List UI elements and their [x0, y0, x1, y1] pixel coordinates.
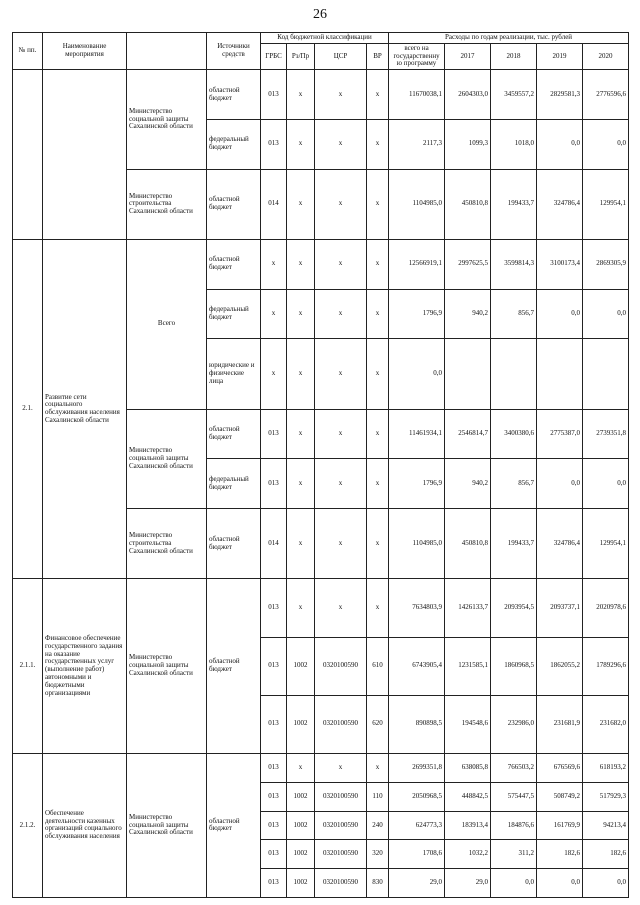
row-total: 890898,5: [389, 695, 445, 753]
row-grbs: х: [261, 240, 287, 290]
row-source: федеральный бюджет: [207, 289, 261, 339]
row-name: Финансовое обеспечение государственного задания на оказание государственных услуг (выполнение работ) автономными и бюджетными организациями: [43, 579, 127, 754]
row-2017: 2546814,7: [445, 409, 491, 459]
row-rzpr: х: [287, 753, 315, 782]
header-year-2018: 2018: [491, 43, 537, 69]
header-num: № пп.: [13, 33, 43, 70]
row-2018: 199433,7: [491, 508, 537, 578]
header-budget-codes: Код бюджетной классификации: [261, 33, 389, 44]
row-rzpr: х: [287, 169, 315, 239]
table-row: [13, 753, 629, 782]
row-executor: Министерство строительства Сахалинской области: [127, 508, 207, 578]
row-2018: 311,2: [491, 840, 537, 869]
row-vr: 830: [367, 869, 389, 898]
row-2018: 856,7: [491, 459, 537, 509]
row-csr: х: [315, 508, 367, 578]
header-expenses: Расходы по годам реализации, тыс. рублей: [389, 33, 629, 44]
row-total: 2117,3: [389, 119, 445, 169]
header-row-1: [13, 33, 629, 44]
row-vr: 110: [367, 782, 389, 811]
header-year-2020: 2020: [583, 43, 629, 69]
row-2017: 940,2: [445, 289, 491, 339]
row-2019: 161769,9: [537, 811, 583, 840]
row-vr: х: [367, 289, 389, 339]
row-vr: х: [367, 508, 389, 578]
row-grbs: 014: [261, 169, 287, 239]
row-2017: 1099,3: [445, 119, 491, 169]
row-2020: 94213,4: [583, 811, 629, 840]
row-2019: 2829581,3: [537, 70, 583, 120]
row-vr: х: [367, 579, 389, 637]
row-num: 2.1.1.: [13, 579, 43, 754]
row-2017: 2997625,5: [445, 240, 491, 290]
row-rzpr: 1002: [287, 695, 315, 753]
row-grbs: 013: [261, 119, 287, 169]
row-2018: 0,0: [491, 869, 537, 898]
row-2019: 0,0: [537, 289, 583, 339]
row-grbs: 013: [261, 869, 287, 898]
row-2019: 182,6: [537, 840, 583, 869]
row-total: 1104985,0: [389, 508, 445, 578]
row-name: [43, 70, 127, 240]
row-2018: 232986,0: [491, 695, 537, 753]
row-csr: 0320100590: [315, 840, 367, 869]
row-vr: х: [367, 70, 389, 120]
row-csr: х: [315, 579, 367, 637]
row-csr: 0320100590: [315, 637, 367, 695]
row-vr: 320: [367, 840, 389, 869]
row-2020: 182,6: [583, 840, 629, 869]
row-grbs: 013: [261, 840, 287, 869]
row-executor: Министерство социальной защиты Сахалинской области: [127, 753, 207, 897]
row-grbs: 013: [261, 695, 287, 753]
row-2018: 3400380,6: [491, 409, 537, 459]
row-csr: х: [315, 459, 367, 509]
row-2020: 517929,3: [583, 782, 629, 811]
row-2019: 2775387,0: [537, 409, 583, 459]
row-rzpr: 1002: [287, 637, 315, 695]
row-2020: 1789296,6: [583, 637, 629, 695]
row-total: 1104985,0: [389, 169, 445, 239]
row-total: 624773,3: [389, 811, 445, 840]
row-name: Обеспечение деятельности казенных организаций социального обслуживания населения: [43, 753, 127, 897]
row-2017: 450810,8: [445, 169, 491, 239]
row-num: 2.1.: [13, 240, 43, 579]
row-2018: 3459557,2: [491, 70, 537, 120]
row-rzpr: х: [287, 579, 315, 637]
row-source: федеральный бюджет: [207, 459, 261, 509]
row-num: [13, 70, 43, 240]
row-grbs: х: [261, 289, 287, 339]
row-2017: 183913,4: [445, 811, 491, 840]
row-source: областной бюджет: [207, 508, 261, 578]
row-2019: 508749,2: [537, 782, 583, 811]
header-executor: [127, 33, 207, 70]
row-vr: х: [367, 169, 389, 239]
row-rzpr: х: [287, 119, 315, 169]
row-executor: Всего: [127, 240, 207, 410]
row-vr: 610: [367, 637, 389, 695]
row-total: 1796,9: [389, 289, 445, 339]
header-name: Наименование мероприятия: [43, 33, 127, 70]
row-total: 2699351,8: [389, 753, 445, 782]
row-rzpr: 1002: [287, 869, 315, 898]
row-2017: 638085,8: [445, 753, 491, 782]
row-grbs: 013: [261, 637, 287, 695]
row-total: 11461934,1: [389, 409, 445, 459]
row-2017: 29,0: [445, 869, 491, 898]
budget-table-container: [12, 32, 627, 898]
row-2020: 0,0: [583, 459, 629, 509]
row-2018: [491, 339, 537, 409]
row-2020: 2739351,8: [583, 409, 629, 459]
row-total: 29,0: [389, 869, 445, 898]
row-2019: 0,0: [537, 459, 583, 509]
row-grbs: 013: [261, 579, 287, 637]
row-2017: 940,2: [445, 459, 491, 509]
row-vr: х: [367, 119, 389, 169]
row-2020: 618193,2: [583, 753, 629, 782]
row-2020: 231682,0: [583, 695, 629, 753]
row-2017: 1231585,1: [445, 637, 491, 695]
row-csr: х: [315, 169, 367, 239]
row-vr: х: [367, 409, 389, 459]
table-row: [13, 240, 629, 290]
row-grbs: 014: [261, 508, 287, 578]
row-2018: 199433,7: [491, 169, 537, 239]
header-grbs: ГРБС: [261, 43, 287, 69]
row-executor: Министерство социальной защиты Сахалинской области: [127, 70, 207, 169]
row-csr: 0320100590: [315, 782, 367, 811]
header-source: Источники средств: [207, 33, 261, 70]
table-row: [13, 70, 629, 120]
row-2020: 0,0: [583, 289, 629, 339]
row-2018: 766503,2: [491, 753, 537, 782]
row-rzpr: х: [287, 289, 315, 339]
row-executor: Министерство социальной защиты Сахалинской области: [127, 409, 207, 508]
row-2019: [537, 339, 583, 409]
page-number: 26: [313, 7, 327, 22]
row-executor: Министерство строительства Сахалинской области: [127, 169, 207, 239]
row-grbs: 013: [261, 70, 287, 120]
table-row: [13, 579, 629, 637]
row-num: 2.1.2.: [13, 753, 43, 897]
row-csr: х: [315, 240, 367, 290]
row-vr: 240: [367, 811, 389, 840]
row-rzpr: 1002: [287, 782, 315, 811]
row-2020: 0,0: [583, 869, 629, 898]
row-2019: 0,0: [537, 869, 583, 898]
row-grbs: 013: [261, 459, 287, 509]
budget-table: [12, 32, 629, 898]
row-2020: 0,0: [583, 119, 629, 169]
row-2018: 1018,0: [491, 119, 537, 169]
row-total: 1708,6: [389, 840, 445, 869]
row-csr: х: [315, 70, 367, 120]
row-2017: 1032,2: [445, 840, 491, 869]
row-total: 7634803,9: [389, 579, 445, 637]
row-csr: х: [315, 289, 367, 339]
row-csr: х: [315, 409, 367, 459]
header-rzpr: Рз/Пр: [287, 43, 315, 69]
row-2018: 575447,5: [491, 782, 537, 811]
row-source: федеральный бюджет: [207, 119, 261, 169]
row-2018: 1860968,5: [491, 637, 537, 695]
row-2019: 3100173,4: [537, 240, 583, 290]
row-rzpr: х: [287, 70, 315, 120]
row-rzpr: х: [287, 240, 315, 290]
row-2019: 324786,4: [537, 508, 583, 578]
row-2017: [445, 339, 491, 409]
row-2020: 129954,1: [583, 169, 629, 239]
row-rzpr: 1002: [287, 840, 315, 869]
row-grbs: 013: [261, 753, 287, 782]
row-csr: 0320100590: [315, 869, 367, 898]
row-2019: 324786,4: [537, 169, 583, 239]
row-2020: 2869305,9: [583, 240, 629, 290]
row-2017: 1426133,7: [445, 579, 491, 637]
row-csr: х: [315, 339, 367, 409]
header-csr: ЦСР: [315, 43, 367, 69]
row-source: областной бюджет: [207, 169, 261, 239]
row-total: 1796,9: [389, 459, 445, 509]
row-source: областной бюджет: [207, 70, 261, 120]
row-source: областной бюджет: [207, 753, 261, 897]
row-total: 6743905,4: [389, 637, 445, 695]
row-vr: х: [367, 240, 389, 290]
row-grbs: 013: [261, 409, 287, 459]
header-year-2017: 2017: [445, 43, 491, 69]
row-2020: 2020978,6: [583, 579, 629, 637]
row-2019: 2093737,1: [537, 579, 583, 637]
row-csr: 0320100590: [315, 695, 367, 753]
row-vr: х: [367, 339, 389, 409]
row-total: 2050968,5: [389, 782, 445, 811]
row-vr: х: [367, 753, 389, 782]
row-rzpr: х: [287, 508, 315, 578]
row-vr: 620: [367, 695, 389, 753]
row-2017: 448842,5: [445, 782, 491, 811]
row-2017: 450810,8: [445, 508, 491, 578]
row-2020: 129954,1: [583, 508, 629, 578]
row-grbs: 013: [261, 782, 287, 811]
header-year-2019: 2019: [537, 43, 583, 69]
row-2018: 2093954,5: [491, 579, 537, 637]
row-source: областной бюджет: [207, 579, 261, 754]
row-2019: 676569,6: [537, 753, 583, 782]
row-csr: х: [315, 119, 367, 169]
row-2018: 3599814,3: [491, 240, 537, 290]
row-source: областной бюджет: [207, 409, 261, 459]
row-total: 12566919,1: [389, 240, 445, 290]
row-2020: [583, 339, 629, 409]
row-executor: Министерство социальной защиты Сахалинской области: [127, 579, 207, 754]
row-grbs: 013: [261, 811, 287, 840]
row-2019: 0,0: [537, 119, 583, 169]
row-grbs: х: [261, 339, 287, 409]
row-2019: 1862055,2: [537, 637, 583, 695]
row-2019: 231681,9: [537, 695, 583, 753]
row-rzpr: 1002: [287, 811, 315, 840]
row-source: областной бюджет: [207, 240, 261, 290]
row-vr: х: [367, 459, 389, 509]
row-total: 11670038,1: [389, 70, 445, 120]
row-2017: 194548,6: [445, 695, 491, 753]
row-2018: 184876,6: [491, 811, 537, 840]
header-total: всего на государственную программу: [389, 43, 445, 69]
row-source: юридические и физические лица: [207, 339, 261, 409]
row-2017: 2604303,0: [445, 70, 491, 120]
row-rzpr: х: [287, 339, 315, 409]
row-rzpr: х: [287, 459, 315, 509]
row-csr: х: [315, 753, 367, 782]
header-vr: ВР: [367, 43, 389, 69]
row-2018: 856,7: [491, 289, 537, 339]
row-name: Развитие сети социального обслуживания населения Сахалинской области: [43, 240, 127, 579]
row-csr: 0320100590: [315, 811, 367, 840]
row-rzpr: х: [287, 409, 315, 459]
row-total: 0,0: [389, 339, 445, 409]
row-2020: 2776596,6: [583, 70, 629, 120]
